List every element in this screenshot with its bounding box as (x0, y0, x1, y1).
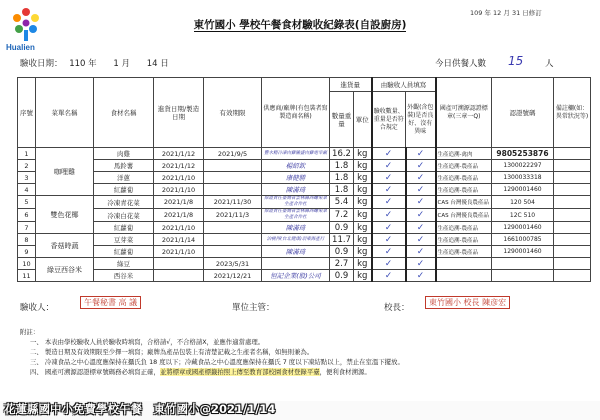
cell-chk1: ✓ (372, 184, 406, 196)
cell-remark (554, 184, 591, 196)
cell-unit: kg (354, 196, 372, 209)
cell-expiry: 2021/9/5 (204, 148, 262, 160)
note-4: 四、 國產可溯源認證標章號碼務必填寫正確，並將標章或國產標籤拍照上傳至教育部校園食材登錄平臺，便利食材溯源。 (30, 368, 371, 376)
cell-chk1: ✓ (372, 246, 406, 258)
cell-dish: 雙色花椰 (36, 196, 94, 234)
cell-label: 生產追溯-農產品 (436, 234, 492, 246)
unit-head-label: 單位主管： (232, 303, 275, 313)
col-seq: 序號 (18, 78, 36, 148)
cell-ingredient: 馬鈴薯 (94, 160, 154, 172)
inspection-date: 驗收日期： 110 年 1 月 14 日 (20, 59, 169, 69)
cell-label (436, 258, 492, 270)
cell-remark (554, 196, 591, 209)
cell-supplier: 陳滿琦 (262, 246, 330, 258)
cell-label: 生產追溯-農產品 (436, 246, 492, 258)
cell-expiry: 2023/5/31 (204, 258, 262, 270)
cell-qty: 2.7 (330, 258, 354, 270)
cell-remark (554, 222, 591, 234)
cell-chk2: ✓ (406, 160, 436, 172)
cell-remark (554, 148, 591, 160)
cell-unit: kg (354, 246, 372, 258)
note-highlight: 並將標章或國產標籤拍照上傳至教育部校園食材登錄平臺 (159, 368, 320, 376)
cell-qty: 0.9 (330, 222, 354, 234)
cell-purchase_date: 2021/1/10 (154, 246, 204, 258)
note-3: 三、 冷凍食品之中心溫度應保持在攝氏負 18 度以下；冷藏食品之中心溫度應保持在攝氏 7 度以下凍結點以上，禁止在室溫下擺放。 (30, 358, 404, 366)
cell-supplier: 恒記企業(股)公司 (262, 270, 330, 282)
col-purchase-amount: 進貨量 (330, 78, 372, 92)
cell-remark (554, 209, 591, 222)
cell-purchase_date (154, 258, 204, 270)
col-remarks: 備註欄(如：異常狀況等) (554, 78, 591, 148)
cell-expiry (204, 172, 262, 184)
table-row (18, 222, 591, 234)
cell-qty: 1.8 (330, 184, 354, 196)
cell-expiry: 2021/11/30 (204, 196, 262, 209)
cell-expiry (204, 160, 262, 172)
cell-chk1: ✓ (372, 209, 406, 222)
cell-qty: 7.2 (330, 209, 354, 222)
cell-expiry (204, 246, 262, 258)
cell-unit: kg (354, 258, 372, 270)
cell-ingredient: 紅蘿蔔 (94, 222, 154, 234)
cell-code: 120 504 (492, 196, 554, 209)
cell-chk1: ✓ (372, 160, 406, 172)
cell-supplier: 豐水精冷凍肉雞騰盛肉雞電宰廠 (262, 148, 330, 160)
cell-seq: 4 (18, 184, 36, 196)
cell-supplier: 泊桃得(台北健康)羽東海產行 (262, 234, 330, 246)
cell-ingredient: 西谷米 (94, 270, 154, 282)
cell-ingredient: 紅蘿蔔 (94, 246, 154, 258)
cell-expiry (204, 222, 262, 234)
cell-seq: 1 (18, 148, 36, 160)
cell-supplier: 陳滿琦 (262, 222, 330, 234)
cell-chk2: ✓ (406, 234, 436, 246)
cell-chk1: ✓ (372, 148, 406, 160)
cell-label: 生產追溯-禽肉 (436, 148, 492, 160)
page-title: 東竹國小 學校午餐食材驗收紀錄表(自設廚房) (193, 19, 407, 31)
cell-seq: 11 (18, 270, 36, 282)
cell-purchase_date: 2021/1/10 (154, 222, 204, 234)
table-row (18, 209, 591, 222)
cell-dish: 香菇時蔬 (36, 234, 94, 258)
cell-purchase_date: 2021/1/12 (154, 148, 204, 160)
note-2: 二、 製造日期及有效期限至少擇一填寫；廠牌為產品包裝上有清楚記載之生產者名稱，如無則兼為。 (30, 348, 314, 356)
cell-unit: kg (354, 234, 372, 246)
cell-chk2: ✓ (406, 258, 436, 270)
col-purchase-date: 進貨日期/製造日期 (154, 78, 204, 148)
logo-text: Hualien (6, 43, 35, 52)
cell-qty: 11.7 (330, 234, 354, 246)
cell-seq: 3 (18, 172, 36, 184)
table-row (18, 270, 591, 282)
cell-unit: kg (354, 222, 372, 234)
cell-chk2: ✓ (406, 222, 436, 234)
cell-ingredient: 豆芽菜 (94, 234, 154, 246)
col-expiry: 有效期限 (204, 78, 262, 148)
cell-code: 1661000785 (492, 234, 554, 246)
cell-qty: 16.2 (330, 148, 354, 160)
cell-label: 生產追溯-農產品 (436, 222, 492, 234)
col-unit: 單位 (354, 92, 372, 148)
supply-count-label: 今日供餐人數 (435, 59, 487, 69)
principal-label: 校長： (384, 303, 410, 313)
cell-code: 1290001460 (492, 246, 554, 258)
cell-dish: 咖哩雞 (36, 148, 94, 196)
cell-remark (554, 258, 591, 270)
cell-remark (554, 246, 591, 258)
cell-purchase_date (154, 270, 204, 282)
inspector-label: 驗收人： (20, 303, 55, 313)
cell-qty: 1.8 (330, 160, 354, 172)
cell-ingredient: 綠豆 (94, 258, 154, 270)
supply-count-unit: 人 (545, 59, 554, 69)
cell-purchase_date: 2021/1/8 (154, 209, 204, 222)
cell-remark (554, 172, 591, 184)
col-check-quality: 驗收數量、重量是否符合規定 (372, 92, 406, 148)
cell-label: CAS 台灣優良農產品 (436, 209, 492, 222)
col-check-package: 外觀(含包裝)是否良好、沒有異味 (406, 92, 436, 148)
col-inspector-group: 由驗收人員填寫 (372, 78, 436, 92)
cell-seq: 8 (18, 234, 36, 246)
cell-chk2: ✓ (406, 270, 436, 282)
cell-seq: 9 (18, 246, 36, 258)
cell-supplier: 康健勝 (262, 172, 330, 184)
cell-remark (554, 160, 591, 172)
cell-ingredient: 洋蔥 (94, 172, 154, 184)
cell-unit: kg (354, 148, 372, 160)
cell-code: 12C 510 (492, 209, 554, 222)
cell-unit: kg (354, 160, 372, 172)
cell-unit: kg (354, 270, 372, 282)
cell-ingredient: 冷凍青花菜 (94, 196, 154, 209)
cell-code (492, 258, 554, 270)
cell-ingredient: 肉雞 (94, 148, 154, 160)
cell-label: CAS 台灣優良農產品 (436, 196, 492, 209)
cell-label: 生產追溯-農產品 (436, 184, 492, 196)
cell-unit: kg (354, 172, 372, 184)
cell-unit: kg (354, 209, 372, 222)
cell-chk2: ✓ (406, 184, 436, 196)
cell-chk1: ✓ (372, 258, 406, 270)
cell-code: 9805253876 (492, 148, 554, 160)
cell-supplier: 楊紹欽 (262, 160, 330, 172)
cell-purchase_date: 2021/1/14 (154, 234, 204, 246)
cell-qty: 5.4 (330, 196, 354, 209)
cell-seq: 2 (18, 160, 36, 172)
cell-expiry (204, 234, 262, 246)
cell-chk2: ✓ (406, 196, 436, 209)
cell-chk1: ✓ (372, 196, 406, 209)
cell-remark (554, 270, 591, 282)
cell-qty: 0.9 (330, 246, 354, 258)
cell-chk1: ✓ (372, 172, 406, 184)
cell-label (436, 270, 492, 282)
cell-chk2: ✓ (406, 172, 436, 184)
cell-supplier: 保證責任臺灣省雲林縣西螺果菜生產合作社 (262, 209, 330, 222)
cell-unit: kg (354, 184, 372, 196)
cell-label: 生產追溯-農產品 (436, 160, 492, 172)
table-row (18, 148, 591, 160)
cell-expiry: 2021/12/21 (204, 270, 262, 282)
cell-seq: 5 (18, 196, 36, 209)
cell-code: 1290001460 (492, 222, 554, 234)
table-row (18, 234, 591, 246)
notes-title: 附註： (20, 328, 40, 336)
col-cert-code: 認證號碼 (492, 78, 554, 148)
supply-count-value: 15 (508, 54, 524, 68)
table-row (18, 172, 591, 184)
footer-caption: 花蓮縣國中小免費學校午餐 東竹國小@2021/1/14 (4, 402, 276, 416)
col-dish: 菜單名稱 (36, 78, 94, 148)
cell-expiry: 2021/11/3 (204, 209, 262, 222)
inspection-table (17, 77, 591, 282)
cell-seq: 6 (18, 209, 36, 222)
cell-supplier (262, 258, 330, 270)
cell-supplier: 陳滿琦 (262, 184, 330, 196)
cell-code: 1300022297 (492, 160, 554, 172)
revision-date: 109 年 12 月 31 日修訂 (470, 9, 542, 17)
cell-label: 生產追溯-農產品 (436, 172, 492, 184)
cell-supplier: 保證責任臺灣省雲林縣西螺果菜生產合作社 (262, 196, 330, 209)
cell-chk2: ✓ (406, 148, 436, 160)
cell-code (492, 270, 554, 282)
note-1: 一、 本表由學校驗收人員於驗收時填寫，合格請√，不合格請X，並應作適當處理。 (30, 338, 265, 346)
cell-expiry (204, 184, 262, 196)
inspector-stamp: 午餐秘書 高 議 (80, 297, 141, 308)
principal-stamp: 東竹國小 校長 陳彦宏 (425, 297, 510, 308)
cell-code: 1300033318 (492, 172, 554, 184)
table-row (18, 196, 591, 209)
cell-qty: 0.9 (330, 270, 354, 282)
cell-purchase_date: 2021/1/10 (154, 172, 204, 184)
cell-code: 1290001460 (492, 184, 554, 196)
cell-dish: 綠豆西谷米 (36, 258, 94, 282)
col-label-type: 國產可溯源認證標章(三章一Q) (436, 78, 492, 148)
col-supplier: 供應商/廠牌(有包裝者寫製造商名稱) (262, 78, 330, 148)
cell-purchase_date: 2021/1/8 (154, 196, 204, 209)
notes (20, 327, 590, 377)
cell-purchase_date: 2021/1/12 (154, 160, 204, 172)
table-row (18, 246, 591, 258)
cell-ingredient: 冷凍白花菜 (94, 209, 154, 222)
cell-chk1: ✓ (372, 270, 406, 282)
cell-purchase_date: 2021/1/10 (154, 184, 204, 196)
cell-ingredient: 紅蘿蔔 (94, 184, 154, 196)
cell-seq: 7 (18, 222, 36, 234)
table-row (18, 258, 591, 270)
cell-chk2: ✓ (406, 246, 436, 258)
cell-remark (554, 234, 591, 246)
col-ingredient: 食材名稱 (94, 78, 154, 148)
table-row (18, 160, 591, 172)
cell-seq: 10 (18, 258, 36, 270)
cell-chk1: ✓ (372, 234, 406, 246)
col-quantity: 數量重量 (330, 92, 354, 148)
table-row (18, 184, 591, 196)
cell-chk2: ✓ (406, 209, 436, 222)
cell-qty: 1.8 (330, 172, 354, 184)
cell-chk1: ✓ (372, 222, 406, 234)
